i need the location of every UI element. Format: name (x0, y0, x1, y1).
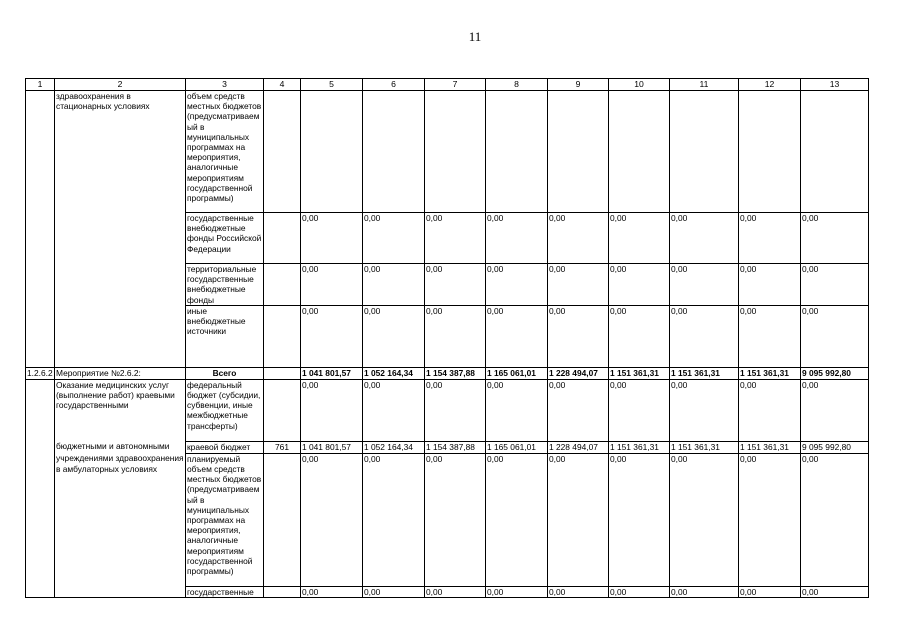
value-cell: 1 052 164,34 (363, 367, 425, 379)
value-cell: 0,00 (739, 453, 801, 586)
value-cell: 0,00 (801, 453, 869, 586)
name-cell (55, 586, 186, 597)
column-header: 10 (609, 79, 670, 91)
value-cell: 0,00 (548, 453, 609, 586)
value-cell: 1 165 061,01 (486, 441, 548, 453)
source-cell: объем средств местных бюджетов (предусматриваем ый в муниципальных программах на мероприятия, аналогичные мероприятиям государственной программы) (186, 91, 264, 213)
value-cell (739, 91, 801, 213)
row-number-cell (26, 453, 55, 586)
value-cell: 0,00 (425, 379, 486, 441)
name-cell (55, 305, 186, 367)
value-cell: 0,00 (425, 453, 486, 586)
value-cell: 1 151 361,31 (739, 367, 801, 379)
value-cell: 0,00 (486, 264, 548, 306)
value-cell: 1 165 061,01 (486, 367, 548, 379)
row-number-cell (26, 586, 55, 597)
value-cell: 1 151 361,31 (670, 367, 739, 379)
value-cell: 0,00 (739, 379, 801, 441)
value-cell: 0,00 (548, 213, 609, 264)
table-row (26, 91, 869, 213)
code-cell (264, 367, 301, 379)
source-cell: государственные внебюджетные фонды Российской Федерации (186, 213, 264, 264)
value-cell (670, 91, 739, 213)
value-cell: 0,00 (425, 264, 486, 306)
row-number-cell (26, 305, 55, 367)
value-cell: 0,00 (363, 305, 425, 367)
value-cell: 0,00 (801, 379, 869, 441)
value-cell: 0,00 (301, 379, 363, 441)
source-cell: федеральный бюджет (субсидии, субвенции, иные межбюджетные трансферты) (186, 379, 264, 441)
value-cell: 0,00 (548, 264, 609, 306)
column-header: 7 (425, 79, 486, 91)
value-cell: 0,00 (739, 213, 801, 264)
table-row (26, 213, 869, 264)
value-cell (301, 91, 363, 213)
value-cell: 0,00 (363, 453, 425, 586)
value-cell: 0,00 (670, 213, 739, 264)
page-number: 11 (468, 29, 482, 44)
name-cell: Мероприятие №2.6.2: (55, 367, 186, 379)
value-cell (425, 91, 486, 213)
value-cell (609, 91, 670, 213)
column-header: 6 (363, 79, 425, 91)
value-cell: 0,00 (548, 586, 609, 597)
value-cell: 0,00 (670, 305, 739, 367)
row-number-cell (26, 264, 55, 306)
value-cell: 0,00 (425, 586, 486, 597)
value-cell: 0,00 (739, 264, 801, 306)
column-header: 12 (739, 79, 801, 91)
value-cell: 1 052 164,34 (363, 441, 425, 453)
row-number-cell (26, 213, 55, 264)
value-cell (486, 91, 548, 213)
value-cell: 1 154 387,88 (425, 367, 486, 379)
code-cell (264, 379, 301, 441)
value-cell: 1 041 801,57 (301, 441, 363, 453)
value-cell: 0,00 (425, 213, 486, 264)
name-cell (55, 213, 186, 264)
value-cell (363, 91, 425, 213)
source-cell: Всего (186, 367, 264, 379)
name-cell (55, 264, 186, 306)
code-cell (264, 453, 301, 586)
column-header: 11 (670, 79, 739, 91)
value-cell: 0,00 (301, 264, 363, 306)
name-cell: учреждениями здравоохранения в амбулаторных условиях (55, 453, 186, 586)
row-number-cell: 1.2.6.2 (27, 367, 53, 378)
value-cell: 0,00 (548, 305, 609, 367)
table-row (26, 367, 869, 379)
value-cell: 0,00 (739, 305, 801, 367)
value-cell: 0,00 (486, 305, 548, 367)
source-cell: иные внебюджетные источники (186, 305, 264, 367)
table-row (26, 305, 869, 367)
column-header: 1 (26, 79, 55, 91)
value-cell: 0,00 (670, 586, 739, 597)
value-cell (801, 91, 869, 213)
source-cell: государственные (186, 586, 264, 597)
budget-table (25, 78, 869, 598)
column-header: 4 (264, 79, 301, 91)
value-cell: 0,00 (670, 453, 739, 586)
value-cell: 1 041 801,57 (301, 367, 363, 379)
column-header: 13 (801, 79, 869, 91)
name-cell: здравоохранения в стационарных условиях (55, 91, 186, 213)
value-cell: 0,00 (301, 586, 363, 597)
value-cell: 0,00 (301, 213, 363, 264)
value-cell: 0,00 (486, 379, 548, 441)
value-cell: 0,00 (801, 586, 869, 597)
value-cell: 1 151 361,31 (609, 367, 670, 379)
value-cell: 1 154 387,88 (425, 441, 486, 453)
value-cell: 0,00 (609, 586, 670, 597)
value-cell: 0,00 (801, 213, 869, 264)
value-cell: 0,00 (301, 453, 363, 586)
value-cell (548, 91, 609, 213)
row-number-cell (26, 441, 55, 453)
table-row (26, 586, 869, 597)
value-cell: 0,00 (739, 586, 801, 597)
column-header: 2 (55, 79, 186, 91)
value-cell: 0,00 (363, 379, 425, 441)
value-cell: 1 151 361,31 (609, 441, 670, 453)
value-cell: 0,00 (486, 213, 548, 264)
value-cell: 0,00 (801, 305, 869, 367)
source-cell: краевой бюджет (186, 441, 264, 453)
value-cell: 9 095 992,80 (801, 441, 869, 453)
value-cell: 0,00 (609, 453, 670, 586)
value-cell: 0,00 (609, 213, 670, 264)
value-cell: 0,00 (609, 305, 670, 367)
value-cell: 1 151 361,31 (739, 441, 801, 453)
value-cell: 9 095 992,80 (801, 367, 869, 379)
value-cell: 0,00 (486, 586, 548, 597)
value-cell: 0,00 (301, 305, 363, 367)
value-cell: 0,00 (548, 379, 609, 441)
source-cell: планируемый объем средств местных бюджетов (предусматриваем ый в муниципальных программах на мероприятия, аналогичные мероприятиям государственной программы) (186, 453, 264, 586)
table-row (26, 441, 869, 453)
value-cell: 0,00 (670, 379, 739, 441)
column-header: 5 (301, 79, 363, 91)
value-cell: 0,00 (363, 586, 425, 597)
value-cell: 1 228 494,07 (548, 441, 609, 453)
table-row (26, 453, 869, 586)
row-number-cell (26, 379, 55, 441)
name-cell: Оказание медицинских услуг (выполнение работ) краевыми государственными (55, 379, 186, 441)
code-cell (264, 91, 301, 213)
header-row (26, 79, 869, 91)
code-cell (264, 264, 301, 306)
column-header: 9 (548, 79, 609, 91)
value-cell: 0,00 (425, 305, 486, 367)
value-cell: 1 151 361,31 (670, 441, 739, 453)
row-number-cell (26, 91, 55, 213)
code-cell (264, 586, 301, 597)
value-cell: 0,00 (801, 264, 869, 306)
code-cell (264, 305, 301, 367)
column-header: 8 (486, 79, 548, 91)
value-cell: 0,00 (609, 264, 670, 306)
value-cell: 0,00 (486, 453, 548, 586)
code-cell: 761 (264, 441, 301, 453)
value-cell: 0,00 (670, 264, 739, 306)
value-cell: 0,00 (609, 379, 670, 441)
value-cell: 0,00 (363, 213, 425, 264)
table-row (26, 379, 869, 441)
column-header: 3 (186, 79, 264, 91)
source-cell: территориальные государственные внебюджетные фонды (186, 264, 264, 306)
value-cell: 1 228 494,07 (548, 367, 609, 379)
name-cell: бюджетными и автономными (55, 441, 186, 453)
code-cell (264, 213, 301, 264)
table-row (26, 264, 869, 306)
value-cell: 0,00 (363, 264, 425, 306)
